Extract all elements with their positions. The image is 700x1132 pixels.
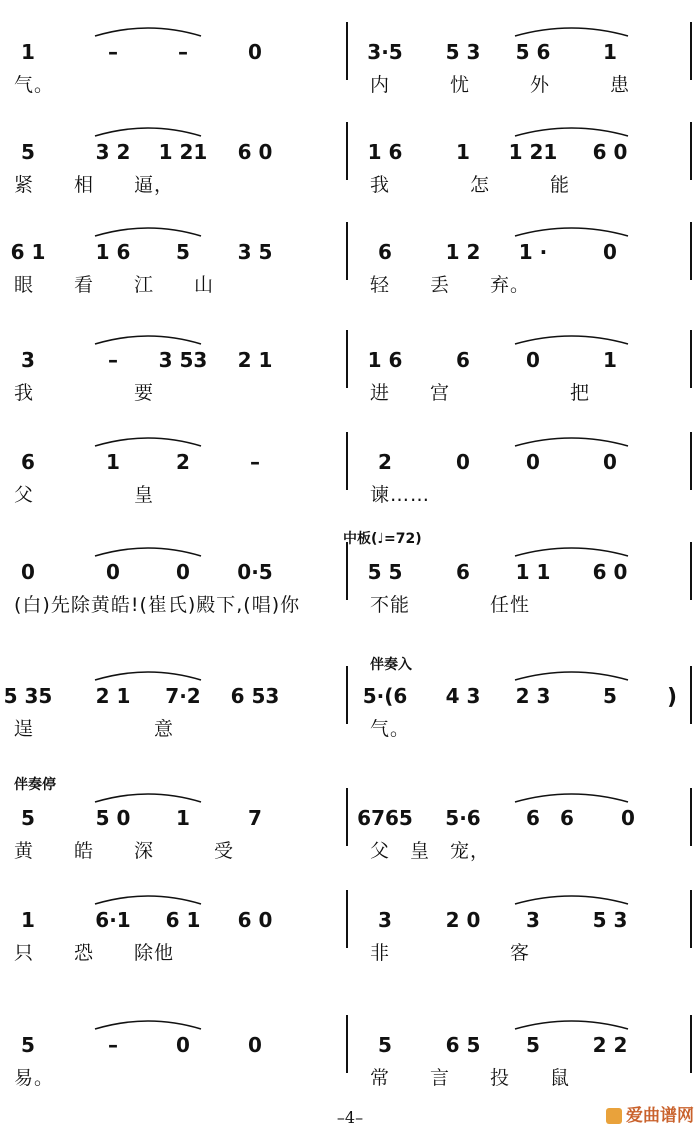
- right-note: 2: [378, 450, 392, 474]
- slur: [95, 228, 201, 236]
- right-lyric: 轻 丢 弃。: [370, 274, 531, 296]
- right-note: 0: [526, 450, 540, 474]
- right-lyric: 内 忧 外 患: [370, 74, 631, 96]
- left-note: –: [108, 40, 118, 64]
- left-note: 2 1: [95, 684, 131, 708]
- bar-line: [690, 1015, 692, 1073]
- bar-line: [690, 122, 692, 180]
- accompaniment-stop-label: 伴奏停: [14, 777, 56, 793]
- close-paren: ): [666, 685, 678, 710]
- right-note: 6: [378, 240, 392, 264]
- slur: [95, 896, 201, 904]
- watermark-text: 爱曲谱网: [626, 1106, 694, 1126]
- right-note: 5: [378, 1033, 392, 1057]
- slur: [515, 228, 628, 236]
- left-note: 6 1: [165, 908, 201, 932]
- right-lyric: 非 客: [370, 942, 531, 964]
- right-note: 5 5: [367, 560, 403, 584]
- left-note: –: [178, 40, 188, 64]
- left-lyric: 逞 意: [14, 718, 175, 740]
- accompaniment-in-label: 伴奏入: [370, 657, 412, 673]
- right-note: 5 3: [445, 40, 481, 64]
- right-note: 2 3: [515, 684, 551, 708]
- left-note: 3 2: [95, 140, 131, 164]
- right-note: 6 0: [592, 140, 628, 164]
- bar-line: [346, 666, 348, 724]
- left-note: 0: [176, 1033, 190, 1057]
- right-note: 1 2: [445, 240, 481, 264]
- right-note: 5·6: [445, 806, 481, 830]
- watermark-logo-icon: [606, 1108, 622, 1124]
- slur: [515, 794, 628, 802]
- slur: [95, 672, 201, 680]
- right-note: 2 0: [445, 908, 481, 932]
- bar-line: [690, 432, 692, 490]
- left-lyric: 气。: [14, 74, 55, 96]
- left-note: 6 53: [230, 684, 280, 708]
- left-note: –: [250, 450, 260, 474]
- left-note: –: [108, 348, 118, 372]
- right-note: 0: [603, 240, 617, 264]
- left-note: 6 0: [237, 908, 273, 932]
- bar-line: [346, 788, 348, 846]
- left-lyric: (白)先除黄皓!(崔氏)殿下,(唱)你: [14, 594, 301, 616]
- right-lyric: 谏……: [370, 484, 431, 506]
- slur: [95, 336, 201, 344]
- left-note: 5: [21, 806, 35, 830]
- right-note: 1 ·: [518, 240, 548, 264]
- slur: [515, 336, 628, 344]
- right-note: 6: [526, 806, 540, 830]
- right-note: 6: [560, 806, 574, 830]
- left-note: 7: [248, 806, 262, 830]
- right-lyric: 我 怎 能: [370, 174, 571, 196]
- right-note: 0: [603, 450, 617, 474]
- left-note: 5 0: [95, 806, 131, 830]
- bar-line: [690, 330, 692, 388]
- right-note: 1: [456, 140, 470, 164]
- left-note: 0: [176, 560, 190, 584]
- bar-line: [346, 542, 348, 600]
- bar-line: [690, 890, 692, 948]
- right-lyric: 常 言 投 鼠: [370, 1067, 571, 1089]
- left-note: 5: [21, 1033, 35, 1057]
- left-note: 0: [106, 560, 120, 584]
- slur: [515, 1021, 628, 1029]
- slur: [515, 896, 628, 904]
- bar-line: [346, 122, 348, 180]
- left-note: 3: [21, 348, 35, 372]
- slur: [95, 28, 201, 36]
- right-note: 0: [456, 450, 470, 474]
- bar-line: [346, 222, 348, 280]
- right-note: 1 6: [367, 140, 403, 164]
- right-lyric: 气。: [370, 718, 411, 740]
- tempo-marking: 中板(♩=72): [343, 531, 422, 547]
- left-note: 1 21: [158, 140, 208, 164]
- left-note: 0: [248, 1033, 262, 1057]
- right-note: 3: [378, 908, 392, 932]
- right-note: 1 1: [515, 560, 551, 584]
- left-lyric: 易。: [14, 1067, 55, 1089]
- right-note: 6: [456, 560, 470, 584]
- right-note: 5: [603, 684, 617, 708]
- left-lyric: 父 皇: [14, 484, 155, 506]
- right-note: 0: [526, 348, 540, 372]
- bar-line: [690, 666, 692, 724]
- right-note: 6 0: [592, 560, 628, 584]
- left-note: 3 5: [237, 240, 273, 264]
- bar-line: [690, 22, 692, 80]
- right-lyric: 父 皇 宠，: [370, 840, 491, 862]
- left-note: 0: [21, 560, 35, 584]
- left-lyric: 只 恐 除他: [14, 942, 175, 964]
- left-note: 0·5: [237, 560, 273, 584]
- right-note: 5: [526, 1033, 540, 1057]
- left-note: 2: [176, 450, 190, 474]
- left-note: 0: [248, 40, 262, 64]
- right-note: 4 3: [445, 684, 481, 708]
- right-note: 1: [603, 40, 617, 64]
- right-note: 6765: [357, 806, 413, 830]
- left-note: 3 53: [158, 348, 208, 372]
- slur: [515, 128, 628, 136]
- bar-line: [690, 788, 692, 846]
- left-note: –: [108, 1033, 118, 1057]
- right-note: 5 6: [515, 40, 551, 64]
- left-note: 6: [21, 450, 35, 474]
- left-note: 5 35: [3, 684, 53, 708]
- right-note: 1 21: [508, 140, 558, 164]
- right-lyric: 不能 任性: [370, 594, 531, 616]
- slur: [95, 1021, 201, 1029]
- right-note: 3: [526, 908, 540, 932]
- left-note: 6 1: [10, 240, 46, 264]
- left-note: 5: [176, 240, 190, 264]
- bar-line: [346, 1015, 348, 1073]
- right-note: 6: [456, 348, 470, 372]
- slur: [95, 438, 201, 446]
- left-lyric: 紧 相 逼，: [14, 174, 175, 196]
- slur: [95, 548, 201, 556]
- bar-line: [346, 432, 348, 490]
- slur: [95, 794, 201, 802]
- left-lyric: 我 要: [14, 382, 155, 404]
- slur: [95, 128, 201, 136]
- left-note: 5: [21, 140, 35, 164]
- right-note: 1 6: [367, 348, 403, 372]
- left-note: 7·2: [165, 684, 201, 708]
- page-number: –4–: [336, 1108, 364, 1127]
- bar-line: [346, 22, 348, 80]
- slur: [515, 438, 628, 446]
- right-note: 0: [621, 806, 635, 830]
- bar-line: [346, 330, 348, 388]
- left-note: 6 0: [237, 140, 273, 164]
- left-note: 1 6: [95, 240, 131, 264]
- left-lyric: 黄 皓 深 受: [14, 840, 235, 862]
- left-note: 1: [176, 806, 190, 830]
- right-note: 2 2: [592, 1033, 628, 1057]
- left-note: 1: [106, 450, 120, 474]
- bar-line: [346, 890, 348, 948]
- left-note: 6·1: [95, 908, 131, 932]
- left-note: 1: [21, 40, 35, 64]
- right-note: 5 3: [592, 908, 628, 932]
- slur: [515, 28, 628, 36]
- right-note: 6 5: [445, 1033, 481, 1057]
- watermark: [606, 1101, 694, 1126]
- left-note: 1: [21, 908, 35, 932]
- slur: [515, 672, 628, 680]
- bar-line: [690, 222, 692, 280]
- bar-line: [690, 542, 692, 600]
- right-lyric: 进 宫 把: [370, 382, 591, 404]
- right-note: 5·(6: [362, 684, 408, 708]
- slur: [515, 548, 628, 556]
- left-lyric: 眼 看 江 山: [14, 274, 215, 296]
- right-note: 1: [603, 348, 617, 372]
- right-note: 3·5: [367, 40, 403, 64]
- left-note: 2 1: [237, 348, 273, 372]
